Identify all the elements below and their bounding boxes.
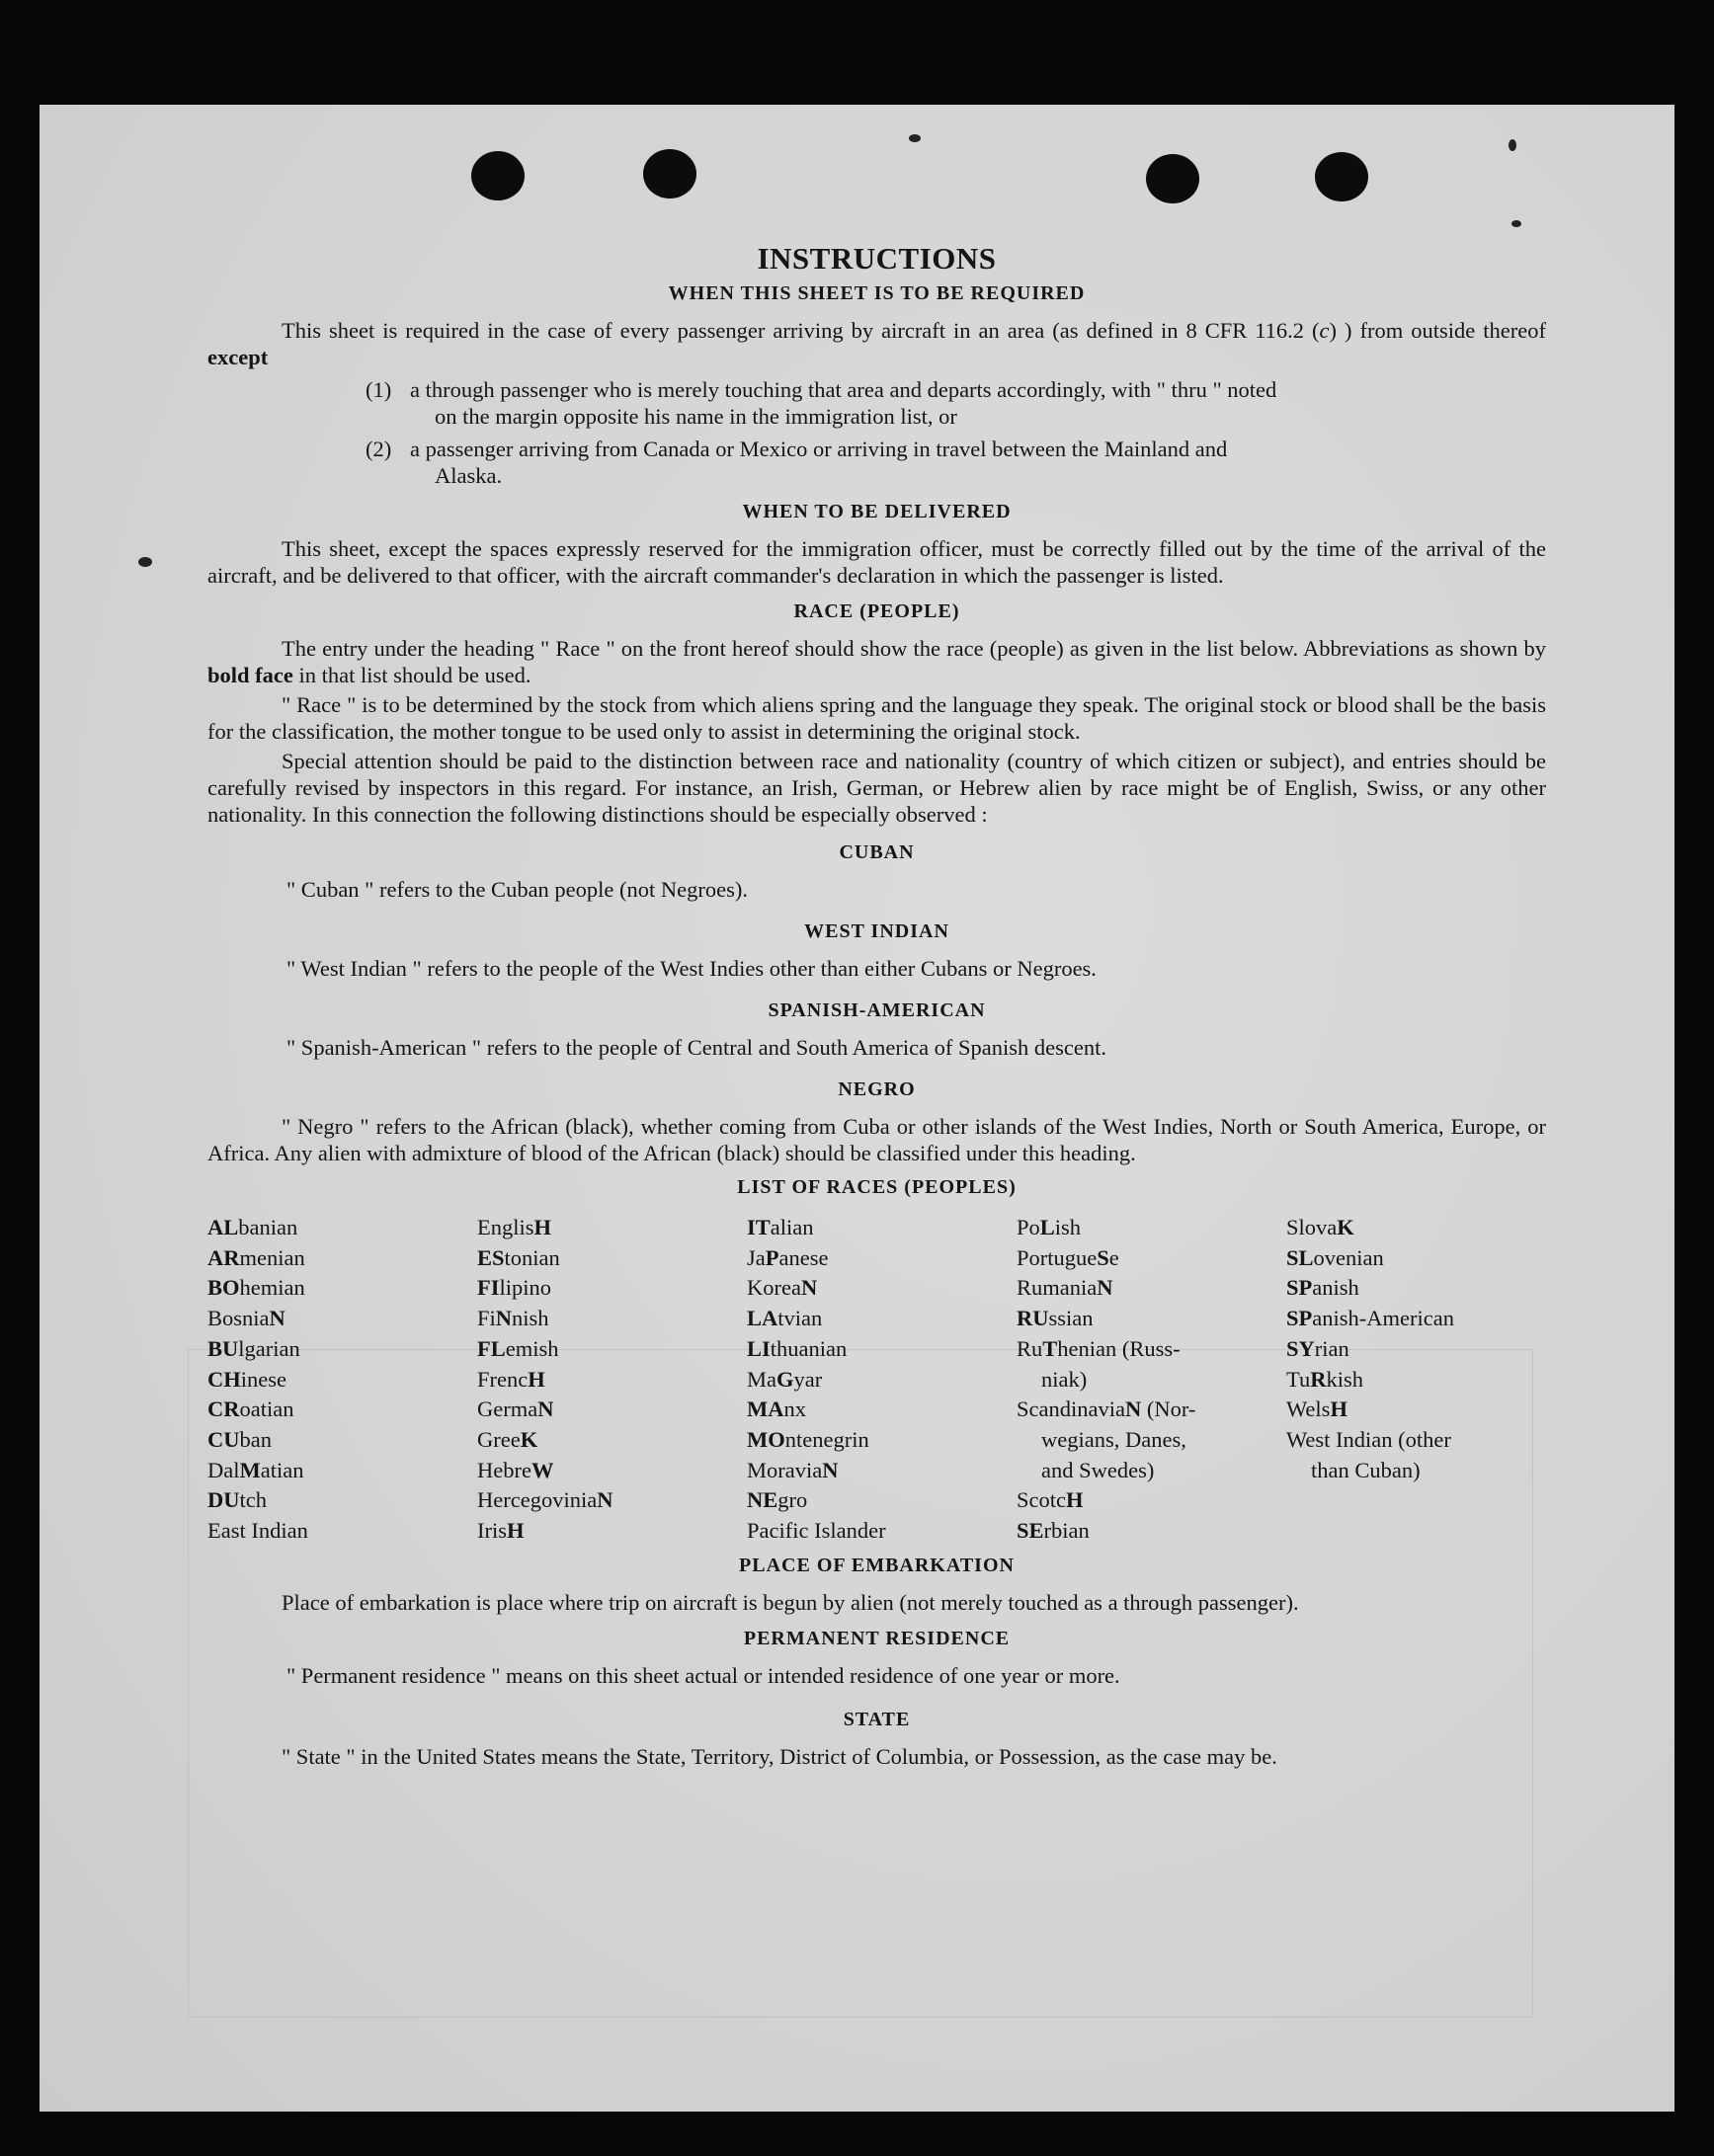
- race-entry: Pacific Islander: [747, 1518, 886, 1544]
- speck: [909, 134, 921, 142]
- race-entry: NEgro: [747, 1487, 808, 1513]
- race-entry: CRoatian: [207, 1397, 294, 1422]
- race-entry: wegians, Danes,: [1041, 1426, 1186, 1452]
- race-entry: PortugueSe: [1017, 1244, 1119, 1270]
- race-entry: TuRkish: [1286, 1366, 1363, 1392]
- heading-spanish-american: SPANISH-AMERICAN: [768, 999, 986, 1021]
- punch-hole-3: [1146, 154, 1199, 203]
- heading-list-of-races: LIST OF RACES (PEOPLES): [737, 1176, 1017, 1198]
- paragraph-spanish-american: " Spanish-American " refers to the people of Central and South America of Spanish descent.: [286, 1035, 1107, 1060]
- race-entry: SErbian: [1017, 1518, 1090, 1544]
- race-entry: ScandinaviaN (Nor-: [1017, 1397, 1196, 1422]
- race-entry: SLovenian: [1286, 1244, 1384, 1270]
- speck: [138, 557, 152, 567]
- paragraph-delivered: This sheet, except the spaces expressly reserved for the immigration officer, must be correctly filled out by the time of the arrival of the aircraft, and be delivered to that officer, with the aircraft commander's declaration in which the passenger is listed.: [207, 536, 1546, 588]
- race-entry: CHinese: [207, 1366, 286, 1392]
- race-entry: RuThenian (Russ-: [1017, 1335, 1181, 1361]
- heading-delivered: WHEN TO BE DELIVERED: [742, 501, 1012, 522]
- race-entry: HercegoviniaN: [477, 1487, 613, 1513]
- race-column-4: [1017, 1213, 1286, 1547]
- race-entry: GermaN: [477, 1397, 554, 1422]
- speck: [1509, 139, 1516, 151]
- race-column-1: [207, 1213, 477, 1547]
- race-entry: EnglisH: [477, 1215, 552, 1239]
- paragraph-required: This sheet is required in the case of every passenger arriving by aircraft in an area (as defined in 8 CFR 116.2 (c) ) from outside thereof except: [207, 318, 1546, 369]
- heading-negro: NEGRO: [838, 1078, 916, 1100]
- race-entry: ScotcH: [1017, 1487, 1084, 1513]
- race-entry: RumaniaN: [1017, 1275, 1113, 1301]
- race-entry: FiNnish: [477, 1306, 549, 1331]
- heading-cuban: CUBAN: [839, 841, 915, 863]
- race-entry: BOhemian: [207, 1275, 305, 1301]
- race-entry: IrisH: [477, 1518, 525, 1544]
- heading-race: RACE (PEOPLE): [793, 600, 960, 622]
- race-entry: ITalian: [747, 1215, 814, 1239]
- race-entry: CUban: [207, 1426, 272, 1452]
- race-entry: FrencH: [477, 1366, 545, 1392]
- race-entry: SPanish-American: [1286, 1306, 1454, 1331]
- race-entry: ALbanian: [207, 1215, 298, 1239]
- race-entry: HebreW: [477, 1457, 554, 1482]
- instructions-body: [207, 241, 1546, 1770]
- paragraph-residence: " Permanent residence " means on this sheet actual or intended residence of one year or more.: [286, 1662, 1120, 1688]
- paragraph-west-indian: " West Indian " refers to the people of the West Indies other than either Cubans or Negroes.: [286, 956, 1097, 981]
- race-entry: DUtch: [207, 1487, 267, 1513]
- heading-residence: PERMANENT RESIDENCE: [743, 1627, 1011, 1649]
- race-entry: SYrian: [1286, 1335, 1349, 1361]
- paragraph-race-2: " Race " is to be determined by the stock from which aliens spring and the language they speak. The original stock or blood shall be the basis for the classification, the mother tongue to be used only to assist in determining the original stock.: [207, 692, 1546, 744]
- race-entry: than Cuban): [1311, 1457, 1421, 1482]
- paragraph-embarkation: Place of embarkation is place where trip on aircraft is begun by alien (not merely touched as a through passenger).: [282, 1589, 1299, 1615]
- punch-hole-4: [1315, 152, 1368, 201]
- race-entry: ARmenian: [207, 1244, 305, 1270]
- race-entry: EStonian: [477, 1244, 560, 1270]
- race-entry: DalMatian: [207, 1457, 304, 1482]
- race-entry: GreeK: [477, 1426, 538, 1452]
- race-list: [207, 1213, 1546, 1547]
- speck: [1511, 220, 1521, 227]
- exception-item-2: (2) a passenger arriving from Canada or Mexico or arriving in travel between the Mainland and Alaska.: [366, 437, 1228, 488]
- race-entry: FIlipino: [477, 1275, 552, 1301]
- race-column-2: [477, 1213, 747, 1547]
- punch-hole-2: [643, 149, 696, 199]
- paragraph-race-1: The entry under the heading " Race " on the front hereof should show the race (people) as given in the list below. Abbreviations as shown by bold face in that list should be used.: [207, 636, 1546, 687]
- race-entry: FLemish: [477, 1335, 559, 1361]
- punch-hole-1: [471, 151, 525, 200]
- race-entry: niak): [1041, 1366, 1088, 1392]
- paragraph-negro: " Negro " refers to the African (black), whether coming from Cuba or other islands of the West Indies, North or South America, Europe, or Africa. Any alien with admixture of blood of the African (black) should be classified under this heading.: [207, 1114, 1546, 1165]
- heading-required: WHEN THIS SHEET IS TO BE REQUIRED: [668, 282, 1086, 304]
- paragraph-state: " State " in the United States means the State, Territory, District of Columbia, or Possession, as the case may be.: [282, 1743, 1277, 1769]
- race-entry: SPanish: [1286, 1275, 1359, 1301]
- race-entry: RUssian: [1017, 1306, 1094, 1331]
- race-entry: BUlgarian: [207, 1335, 300, 1361]
- heading-state: STATE: [843, 1708, 911, 1730]
- page-title: INSTRUCTIONS: [757, 241, 997, 276]
- heading-embarkation: PLACE OF EMBARKATION: [739, 1554, 1015, 1576]
- race-entry: KoreaN: [747, 1275, 818, 1301]
- heading-west-indian: WEST INDIAN: [804, 920, 949, 942]
- race-entry: MAnx: [747, 1397, 806, 1422]
- exception-item-1: (1) a through passenger who is merely touching that area and departs accordingly, with " thru " noted on the margin opposite his name in the immigration list, or: [366, 377, 1277, 429]
- race-column-5: [1286, 1213, 1556, 1547]
- race-entry: MoraviaN: [747, 1457, 839, 1482]
- race-entry: SlovaK: [1286, 1215, 1354, 1239]
- race-entry: PoLish: [1017, 1215, 1082, 1239]
- race-entry: WelsH: [1286, 1397, 1347, 1422]
- paragraph-race-3: Special attention should be paid to the distinction between race and nationality (country of which citizen or subject), and entries should be carefully revised by inspectors in this regard. For instance, an Irish, German, or Hebrew alien by race might be of English, Swiss, or any other nationality. In this connection the following distinctions should be especially observed :: [207, 749, 1546, 827]
- race-entry: West Indian (other: [1286, 1426, 1451, 1452]
- document-sheet: [40, 105, 1674, 2112]
- race-entry: and Swedes): [1041, 1457, 1155, 1482]
- race-column-3: [747, 1213, 1017, 1547]
- race-entry: JaPanese: [747, 1244, 829, 1270]
- race-entry: MOntenegrin: [747, 1426, 869, 1452]
- race-entry: East Indian: [207, 1518, 308, 1544]
- paragraph-cuban: " Cuban " refers to the Cuban people (not Negroes).: [286, 877, 748, 902]
- race-entry: MaGyar: [747, 1366, 823, 1392]
- race-entry: LAtvian: [747, 1306, 823, 1331]
- race-entry: LIthuanian: [747, 1335, 848, 1361]
- race-entry: BosniaN: [207, 1306, 286, 1331]
